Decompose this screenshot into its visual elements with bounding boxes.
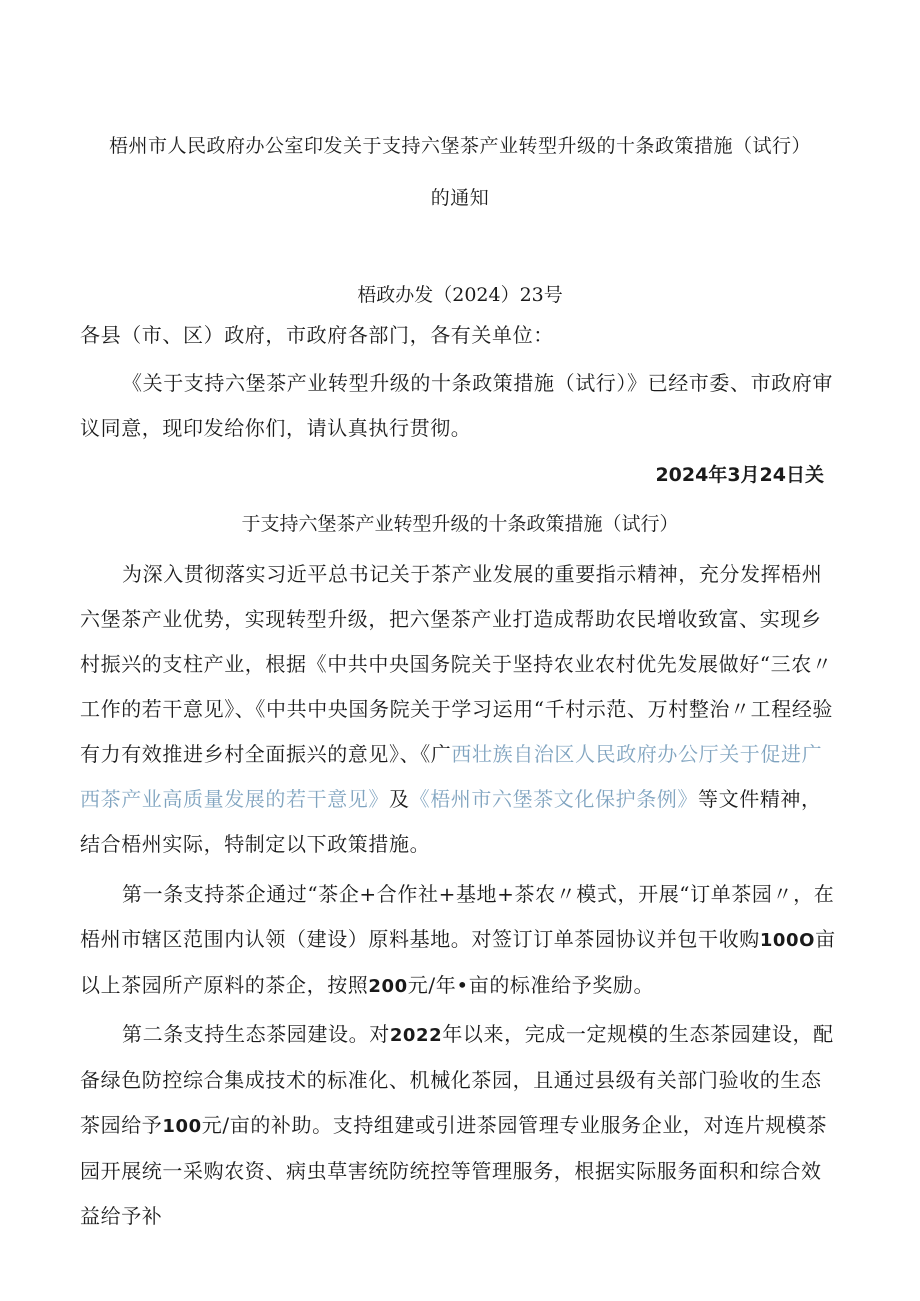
article-2-text-b: 年以来，完成一定规模的生态茶园建设，配备绿色防控综合集成技术的标准化、机械化茶园，且通过县级有关部门验收的生态茶园给予 [80,1022,834,1137]
article-2-text-c: 元/亩的补助。支持组建或引进茶园管理专业服务企业，对连片规模茶园开展统一采购农资、病虫草害统防统控等管理服务，根据实际服务面积和综合效益给予补 [80,1113,828,1228]
article-1-text-c: 元/年•亩的标准给予奖励。 [407,973,655,997]
intro-text-3: 等文件精神，结合梧州实际，特制定以下政策措施。 [80,787,822,856]
article-2-number-1: 2022 [389,1025,443,1046]
intro-paragraph [80,552,840,867]
intro-faded-text-1: 西壮族自治区人民政府办公厅关于促进广西茶产业高质量发展的若干意见》 [80,742,823,811]
article-1-number-1: 100O [759,930,816,951]
article-1-text-b: 亩以上茶园所产原料的茶企，按照 [80,927,836,997]
article-2 [80,1012,840,1239]
intro-faded-text-2: 《梧州市六堡茶文化保护条例》 [409,787,699,811]
notice-paragraph: 《关于支持六堡茶产业转型升级的十条政策措施（试行）》已经市委、市政府审议同意，现印发给你们，请认真执行贯彻。 [80,371,833,440]
intro-text-2: 及 [389,787,410,811]
document-title-line2: 的通知 [430,187,490,209]
article-1 [80,872,840,1009]
article-1-text-a: 第一条支持茶企通过“茶企+合作社+基地+茶农〃模式，开展“订单茶园〃，在梧州市辖区范围内认领（建设）原料基地。对签订订单茶园协议并包干收购 [80,882,835,951]
document-number: 梧政办发（2024）23号 [357,284,563,306]
policy-subtitle: 于支持六堡茶产业转型升级的十条政策措施（试行） [241,513,679,535]
document-date: 2024年3月24日关 [655,464,824,486]
article-1-number-2: 200 [368,976,408,997]
salutation: 各县（市、区）政府，市政府各部门，各有关单位： [80,323,554,347]
article-2-text-a: 第二条支持生态茶园建设。对 [122,1022,390,1046]
article-2-number-2: 100 [162,1116,202,1137]
intro-text-1: 为深入贯彻落实习近平总书记关于茶产业发展的重要指示精神，充分发挥梧州六堡茶产业优势，实现转型升级，把六堡茶产业打造成帮助农民增收致富、实现乡村振兴的支柱产业，根据《中共中央国务院关于坚持农业农村优先发展做好“三农〃工作的若干意见》、《中共中央国务院关于学习运用“千村示范、万村整治〃工程经验有力有效推进乡村全面振兴的意见》、《广 [80,562,834,766]
document-title-line1: 梧州市人民政府办公室印发关于支持六堡茶产业转型升级的十条政策措施（试行） [108,135,811,157]
